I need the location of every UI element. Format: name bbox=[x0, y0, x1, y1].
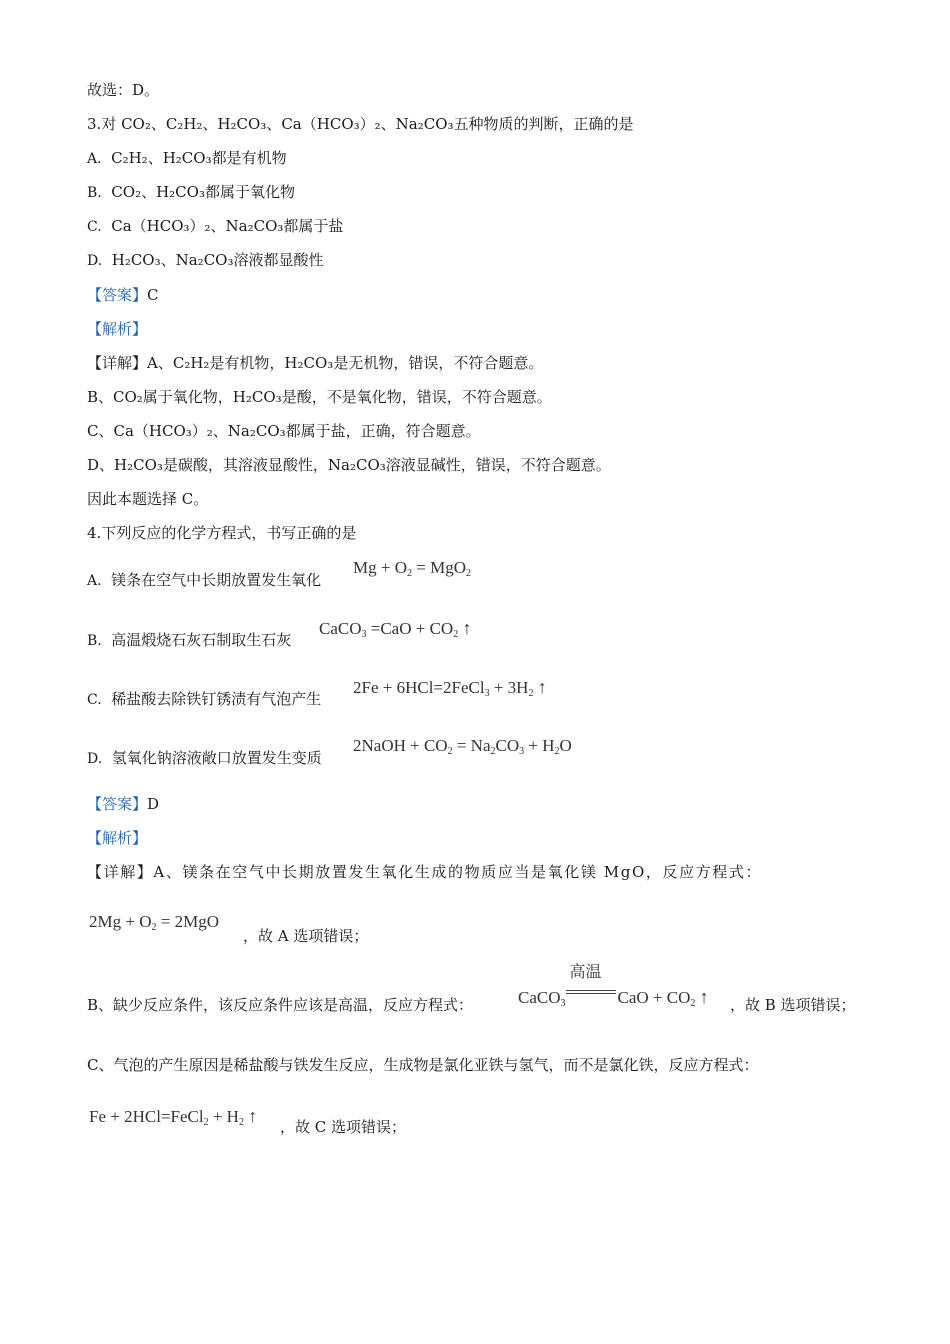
detail-4-a-tail: ，故 A 选项错误； bbox=[243, 927, 369, 945]
question-4: 4.下列反应的化学方程式，书写正确的是 bbox=[87, 524, 357, 542]
detail-4-b-tail: ，故 B 选项错误； bbox=[730, 996, 856, 1014]
question-3: 3.对 CO₂、C₂H₂、H₂CO₃、Ca（HCO₃）₂、Na₂CO₃五种物质的判断，正确的是 bbox=[87, 115, 634, 133]
equation-4d: 2NaOH + $CO_2 = Na_2CO_3 + H_2O$ bbox=[353, 736, 572, 757]
detail-3-b: B、CO₂属于氧化物，H₂CO₃是酸，不是氧化物，错误，不符合题意。 bbox=[87, 388, 552, 406]
question-4-option-d: D. 氢氧化钠溶液敞口放置发生变质 bbox=[87, 749, 322, 767]
detail-4-a: 【详解】A、镁条在空气中长期放置发生氧化生成的物质应当是氧化镁 MgO，反应方程式： bbox=[87, 863, 763, 881]
question-3-option-c: C. Ca（HCO₃）₂、Na₂CO₃都属于盐 bbox=[87, 217, 344, 235]
analysis-heading-3: 【解析】 bbox=[87, 320, 148, 338]
question-4-option-a: A. 镁条在空气中长期放置发生氧化 bbox=[87, 571, 322, 589]
equation-4b-correct: CaCO$_3$ 高温 CaO + $CO_2$ ↑ bbox=[518, 962, 709, 1009]
analysis-heading-4: 【解析】 bbox=[87, 829, 148, 847]
answer-4: 【答案】D bbox=[87, 795, 160, 813]
detail-3-conclusion: 因此本题选择 C。 bbox=[87, 490, 209, 508]
question-3-option-d: D. H₂CO₃、Na₂CO₃溶液都显酸性 bbox=[87, 251, 324, 269]
question-4-option-c: C. 稀盐酸去除铁钉锈渍有气泡产生 bbox=[87, 690, 322, 708]
conclusion-line: 故选：D。 bbox=[87, 81, 160, 99]
detail-4-c-tail: ，故 C 选项错误； bbox=[280, 1118, 407, 1136]
reaction-condition: 高温 bbox=[566, 988, 618, 1008]
equation-4b: CaCO$_3$ $=CaO + CO_2$ ↑ bbox=[319, 618, 472, 640]
detail-3-a: 【详解】A、C₂H₂是有机物，H₂CO₃是无机物，错误，不符合题意。 bbox=[87, 354, 544, 372]
equation-4a-correct: $2Mg + O_2 = 2MgO$ bbox=[89, 912, 219, 933]
detail-4-b: B、缺少反应条件，该反应条件应该是高温，反应方程式： bbox=[87, 996, 474, 1014]
question-3-option-a: A. C₂H₂、H₂CO₃都是有机物 bbox=[87, 149, 287, 167]
detail-3-d: D、H₂CO₃是碳酸，其溶液显酸性，Na₂CO₃溶液显碱性，错误，不符合题意。 bbox=[87, 456, 611, 474]
equation-4c-correct: Fe + 2HCl=FeCl$_2$ + $H_2$ ↑ bbox=[89, 1106, 258, 1128]
detail-3-c: C、Ca（HCO₃）₂、Na₂CO₃都属于盐，正确，符合题意。 bbox=[87, 422, 481, 440]
answer-3: 【答案】C bbox=[87, 286, 159, 304]
equation-4c: 2Fe + 6HCl=2FeCl$_3$ + $3H_2$ ↑ bbox=[353, 677, 547, 699]
equation-4a: $Mg + O_2 = MgO_2$ bbox=[353, 558, 471, 579]
detail-4-c: C、气泡的产生原因是稀盐酸与铁发生反应，生成物是氯化亚铁与氢气，而不是氯化铁，反应方程式： bbox=[87, 1056, 759, 1074]
question-3-option-b: B. CO₂、H₂CO₃都属于氧化物 bbox=[87, 183, 295, 201]
question-4-option-b: B. 高温煅烧石灰石制取生石灰 bbox=[87, 631, 292, 649]
